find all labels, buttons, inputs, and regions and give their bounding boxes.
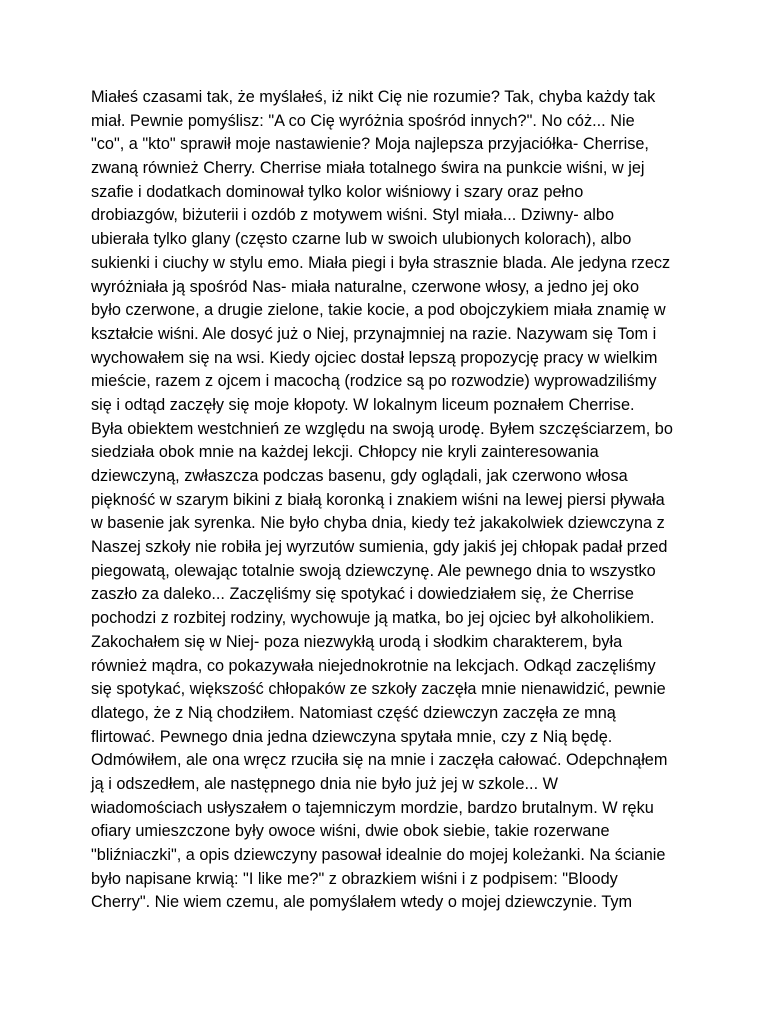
text-line: Cherry". Nie wiem czemu, ale pomyślałem wtedy o mojej dziewczynie. Tym xyxy=(91,893,633,912)
text-line: szafie i dodatkach dominował tylko kolor wiśniowy i szary oraz pełno xyxy=(91,182,584,201)
text-line: drobiazgów, biżuterii i ozdób z motywem wiśni. Styl miała... Dziwny- albo xyxy=(91,206,615,225)
text-line: się i odtąd zaczęły się moje kłopoty. W lokalnym liceum poznałem Cherrise. xyxy=(91,395,635,414)
text-line: Odmówiłem, ale ona wręcz rzuciła się na mnie i zaczęła całować. Odepchnąłem xyxy=(91,751,668,770)
text-line: "bliźniaczki", a opis dziewczyny pasował idealnie do mojej koleżanki. Na ścianie xyxy=(91,846,666,864)
text-line: było napisane krwią: "I like me?" z obrazkiem wiśni i z podpisem: "Bloody xyxy=(91,869,618,888)
text-line: było czerwone, a drugie zielone, takie kocie, a pod obojczykiem miała znamię w xyxy=(91,301,666,320)
text-line: się spotykać, większość chłopaków ze szkoły zaczęła mnie nienawidzić, pewnie xyxy=(91,680,666,699)
text-line: zaszło za daleko... Zaczęliśmy się spotykać i dowiedziałem się, że Cherrise xyxy=(91,585,634,604)
text-line: wyróżniała ją spośród Nas- miała naturalne, czerwone włosy, a jedno jej oko xyxy=(91,277,640,296)
text-line: wychowałem się na wsi. Kiedy ojciec dostał lepszą propozycję pracy w wielkim xyxy=(91,348,658,367)
text-line: miał. Pewnie pomyślisz: "A co Cię wyróżnia spośród innych?". No cóż... Nie xyxy=(91,111,635,130)
text-line: mieście, razem z ojcem i macochą (rodzice są po rozwodzie) wyprowadziliśmy xyxy=(91,372,657,391)
body-text xyxy=(91,86,691,915)
text-line: kształcie wiśni. Ale dosyć już o Niej, przynajmniej na razie. Nazywam się Tom i xyxy=(91,324,657,343)
text-line: dlatego, że z Nią chodziłem. Natomiast część dziewczyn zaczęła ze mną xyxy=(91,703,616,722)
text-line: pochodzi z rozbitej rodziny, wychowuje ją matka, bo jej ojciec był alkoholikiem. xyxy=(91,609,655,628)
text-line: w basenie jak syrenka. Nie było chyba dnia, kiedy też jakakolwiek dziewczyna z xyxy=(91,514,665,533)
text-line: piegowatą, olewając totalnie swoją dziewczynę. Ale pewnego dnia to wszystko xyxy=(91,561,656,580)
text-line: siedziała obok mnie na każdej lekcji. Chłopcy nie kryli zainteresowania xyxy=(91,443,599,462)
text-line: ubierała tylko glany (często czarne lub w swoich ulubionych kolorach), albo xyxy=(91,230,632,249)
text-line: Zakochałem się w Niej- poza niezwykłą urodą i słodkim charakterem, była xyxy=(91,632,623,651)
text-line: dziewczyną, zwłaszcza podczas basenu, gdy oglądali, jak czerwono włosa xyxy=(91,467,628,485)
text-line: flirtować. Pewnego dnia jedna dziewczyna spytała mnie, czy z Nią będę. xyxy=(91,727,613,746)
text-line: Była obiektem westchnień ze względu na swoją urodę. Byłem szczęściarzem, bo xyxy=(91,419,673,438)
text-line: ofiary umieszczone były owoce wiśni, dwie obok siebie, takie rozerwane xyxy=(91,822,610,841)
text-line: ją i odszedłem, ale następnego dnia nie było już jej w szkole... W xyxy=(91,774,558,793)
text-line: "co", a "kto" sprawił moje nastawienie? Moja najlepsza przyjaciółka- Cherrise, xyxy=(91,135,649,154)
text-line: Miałeś czasami tak, że myślałeś, iż nikt Cię nie rozumie? Tak, chyba każdy tak xyxy=(91,88,656,106)
text-line: piękność w szarym bikini z białą koronką i znakiem wiśni na lewej piersi pływała xyxy=(91,490,665,509)
text-line: zwaną również Cherry. Cherrise miała totalnego świra na punkcie wiśni, w jej xyxy=(91,159,645,178)
text-line: wiadomościach usłyszałem o tajemniczym mordzie, bardzo brutalnym. W ręku xyxy=(91,798,654,817)
text-line: również mądra, co pokazywała niejednokrotnie na lekcjach. Odkąd zaczęliśmy xyxy=(91,656,656,675)
text-line: Naszej szkoły nie robiła jej wyrzutów sumienia, gdy jakiś jej chłopak padał przed xyxy=(91,538,668,557)
text-line: sukienki i ciuchy w stylu emo. Miała piegi i była strasznie blada. Ale jedyna rzecz xyxy=(91,253,671,272)
